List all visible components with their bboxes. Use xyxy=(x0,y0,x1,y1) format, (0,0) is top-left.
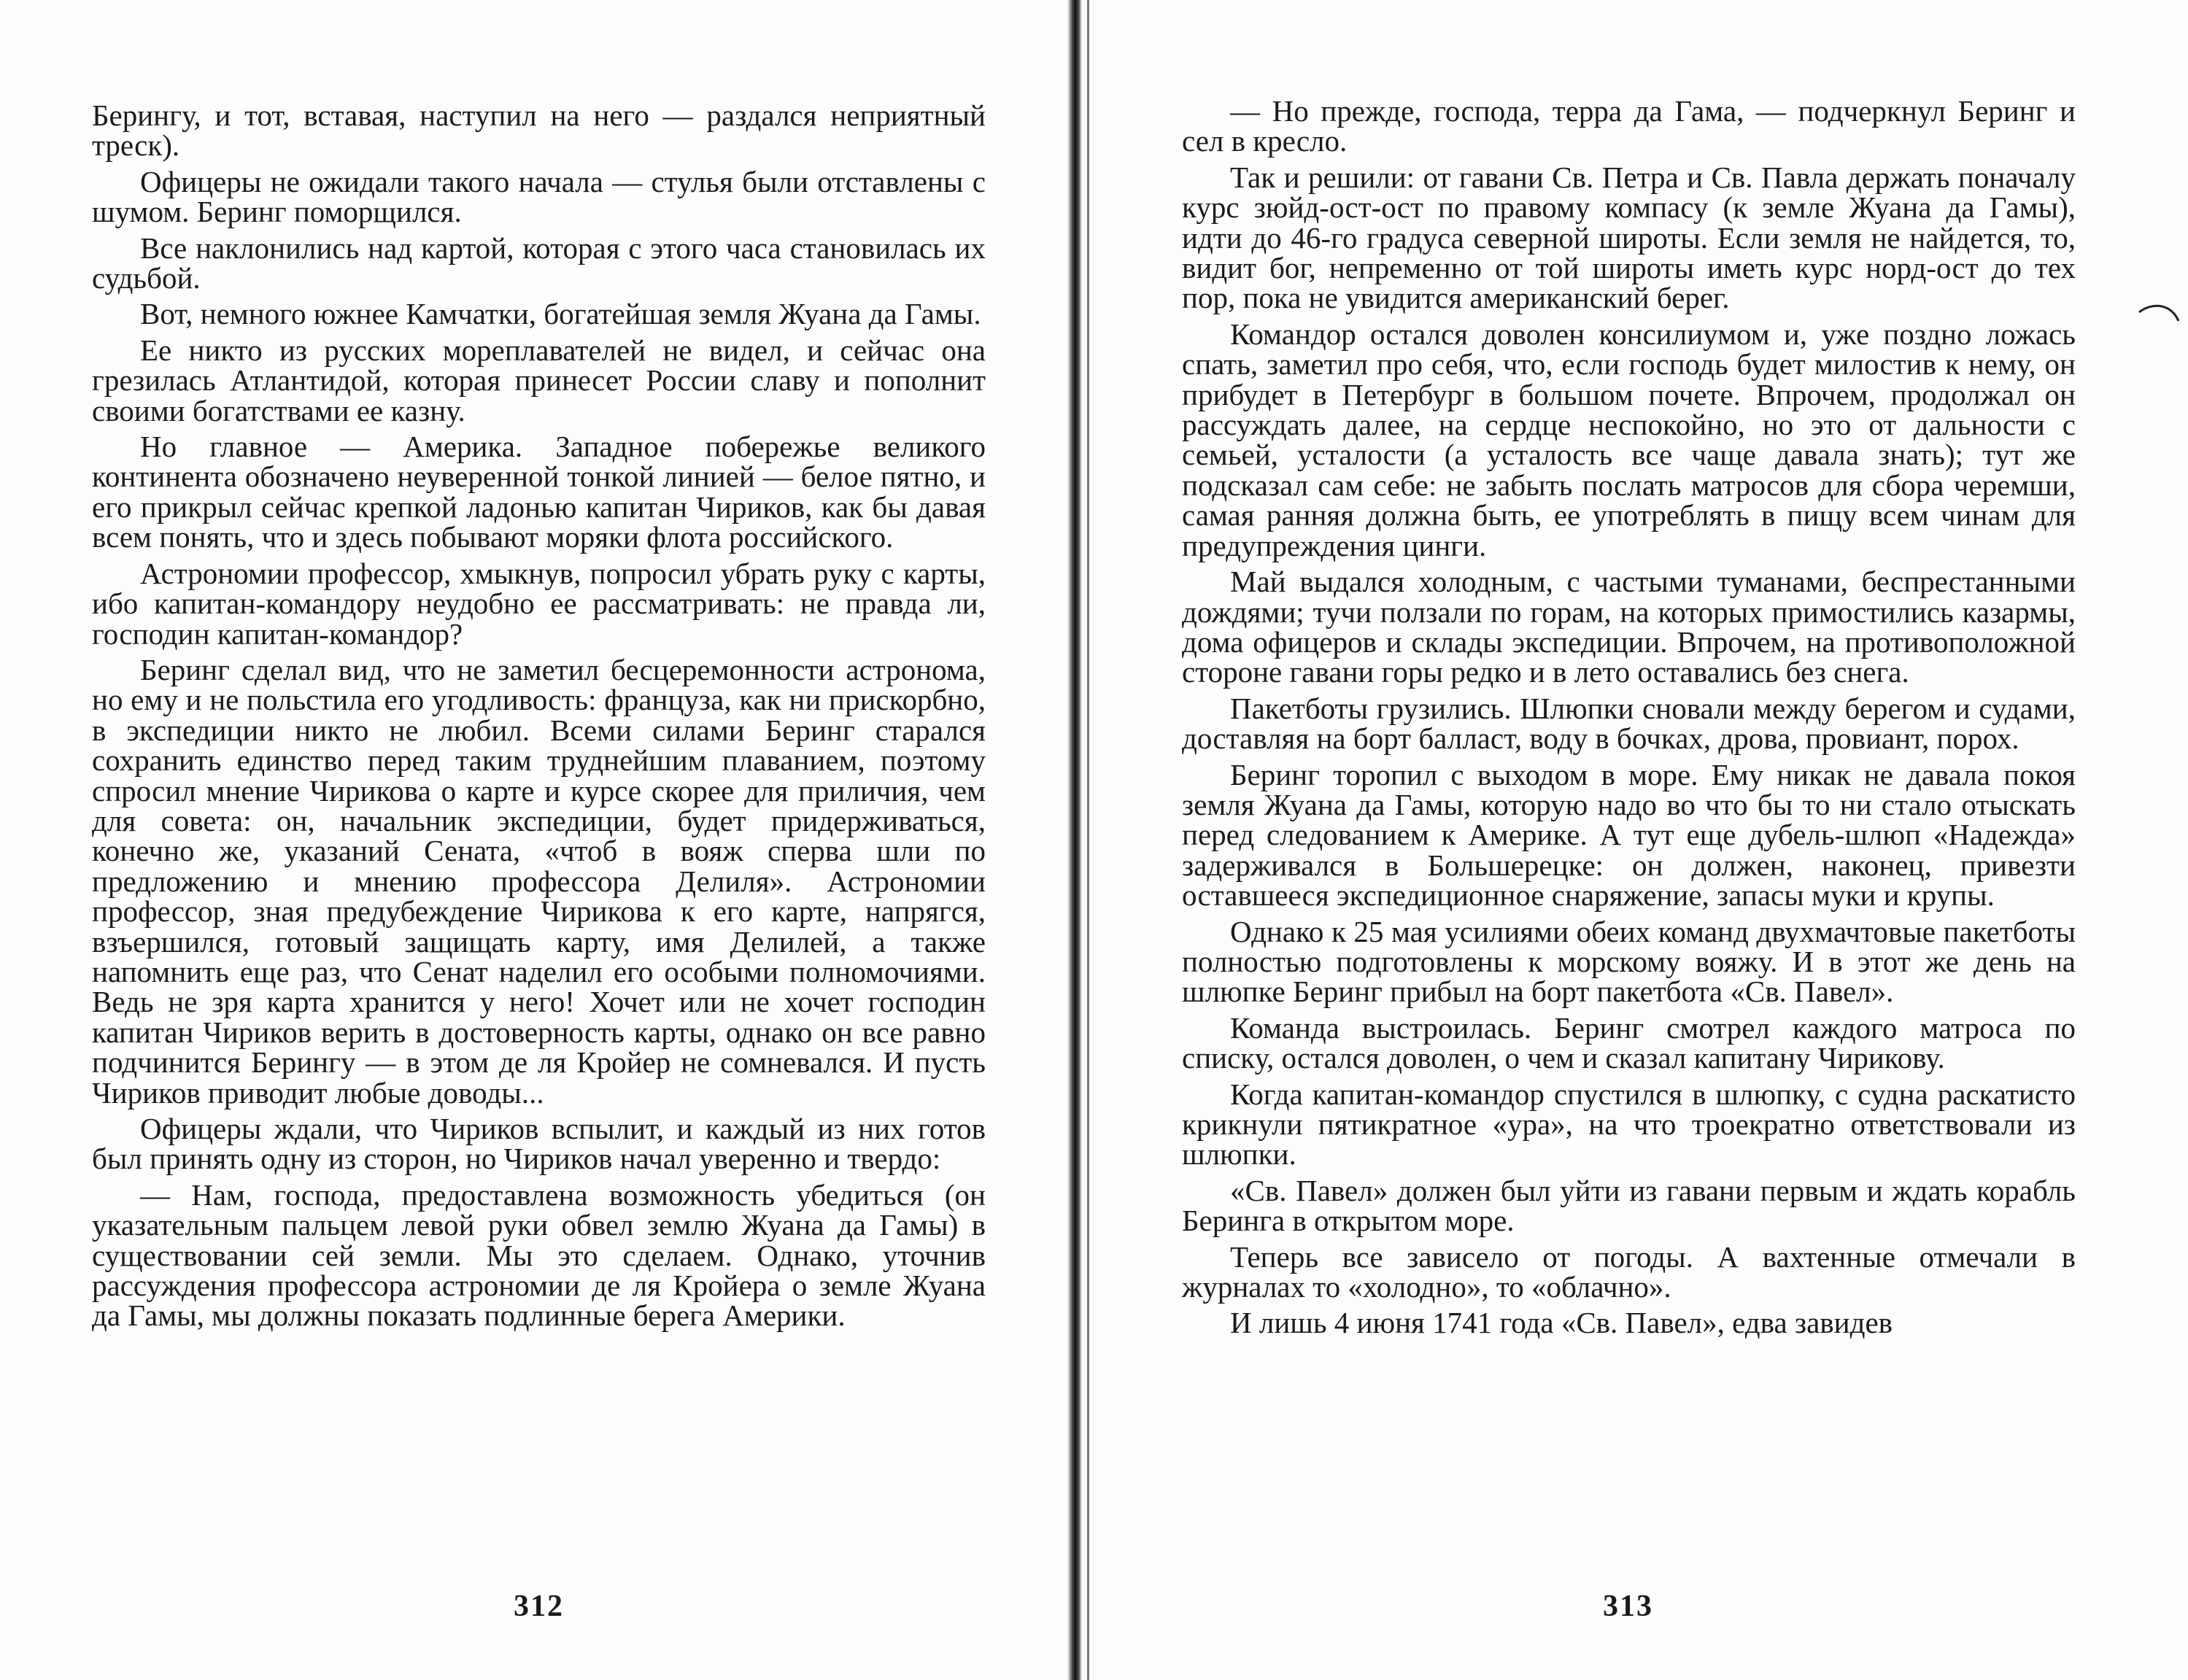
right-page-number: 313 xyxy=(1603,1590,1653,1623)
right-paragraph-10: «Св. Павел» должен был уйти из гавани первым и ждать корабль Беринга в открытом море. xyxy=(1182,1173,2076,1238)
left-paragraph-2: Офицеры не ожидали такого начала — стулья были отставлены с шумом. Беринг поморщился. xyxy=(92,164,986,229)
right-paragraph-2: Так и решили: от гавани Св. Петра и Св. Павла держать поначалу курс зюйд-ост-ост по правому компасу (к земле Жуана да Гамы), идти до 46-го градуса северной широты. Если земля не найдется, то, видит бог, непременно от той широты иметь курс норд-ост до тех пор, пока не увидится американский берег. xyxy=(1182,160,2076,315)
right-paragraph-5: Пакетботы грузились. Шлюпки сновали между берегом и судами, доставляя на борт балласт, воду в бочках, дрова, провиант, порох. xyxy=(1182,691,2076,756)
book-gutter xyxy=(1067,0,1082,1680)
right-paragraph-1: — Но прежде, господа, терра да Гама, — подчеркнул Беринг и сел в кресло. xyxy=(1182,94,2076,158)
left-page xyxy=(92,98,986,1337)
left-paragraph-3: Все наклонились над картой, которая с этого часа становилась их судьбой. xyxy=(92,231,986,295)
left-paragraph-7: Астрономии профессор, хмыкнув, попросил убрать руку с карты, ибо капитан-командору неудобно ее рассматривать: не правда ли, господин капитан-командор? xyxy=(92,556,986,651)
right-paragraph-4: Май выдался холодным, с частыми туманами, беспрестанными дождями; тучи ползали по горам, на которых примостились казармы, дома офицеров и склады экспедиции. Впрочем, на противоположной стороне гавани горы редко и в лето оставались без снега. xyxy=(1182,565,2076,689)
left-paragraph-8: Беринг сделал вид, что не заметил бесцеремонности астронома, но ему и не польстила его угодливость: француза, как ни прискорбно, в экспедиции никто не любил. Всеми силами Беринг старался сохранить единство перед таким труднейшим плаванием, поэтому спросил мнение Чирикова о карте и курсе скорее для приличия, чем для совета: он, начальник экспедиции, будет придерживаться, конечно же, указаний Сената, «чтоб в вояж сперва шли по предложению и мнению профессора Делиля». Астрономии профессор, зная предубеждение Чирикова к его карте, напрягся, взъершился, готовый защищать карту, имя Делилей, а также напомнить еще раз, что Сенат наделил его особыми полномочиями. Ведь не зря карта хранится у него! Хочет или не хочет господин капитан Чириков верить в достоверность карты, однако он все равно подчинится Берингу — в этом де ля Кройер не сомневался. И пусть Чириков приводит любые доводы... xyxy=(92,652,986,1110)
gutter-edge xyxy=(1087,0,1089,1680)
right-paragraph-11: Теперь все зависело от погоды. А вахтенные отмечали в журналах то «холодно», то «облачно». xyxy=(1182,1239,2076,1304)
right-paragraph-8: Команда выстроилась. Беринг смотрел каждого матроса по списку, остался доволен, о чем и сказал капитану Чирикову. xyxy=(1182,1010,2076,1075)
left-paragraph-5: Ее никто из русских мореплавателей не видел, и сейчас она грезилась Атлантидой, которая принесет России славу и пополнит своими богатствами ее казну. xyxy=(92,333,986,427)
right-paragraph-9: Когда капитан-командор спустился в шлюпку, с судна раскатисто крикнули пятикратное «ура», на что троекратно ответствовали из шлюпки. xyxy=(1182,1077,2076,1172)
left-paragraph-10: — Нам, господа, предоставлена возможность убедиться (он указательным пальцем левой руки обвел землю Жуана да Гамы) в существовании сей земли. Мы это сделаем. Однако, уточнив рассуждения профессора астрономии де ля Кройера о земле Жуана да Гамы, мы должны показать подлинные берега Америки. xyxy=(92,1177,986,1333)
right-paragraph-7: Однако к 25 мая усилиями обеих команд двухмачтовые пакетботы полностью подготовлены к морскому вояжу. И в этот же день на шлюпке Беринг прибыл на борт пакетбота «Св. Павел». xyxy=(1182,914,2076,1009)
right-page xyxy=(1182,96,2076,1344)
page-corner-mark xyxy=(2138,299,2181,350)
left-paragraph-6: Но главное — Америка. Западное побережье великого континента обозначено неуверенной тонкой линией — белое пятно, и его прикрыл сейчас крепкой ладонью капитан Чириков, как бы давая всем понять, что и здесь побывают моряки флота российского. xyxy=(92,430,986,554)
left-page-number: 312 xyxy=(514,1590,564,1623)
left-paragraph-4: Вот, немного южнее Камчатки, богатейшая земля Жуана да Гамы. xyxy=(140,297,981,331)
left-paragraph-9: Офицеры ждали, что Чириков вспылит, и каждый из них готов был принять одну из сторон, но Чириков начал уверенно и твердо: xyxy=(92,1112,986,1176)
right-paragraph-6: Беринг торопил с выходом в море. Ему никак не давала покоя земля Жуана да Гамы, которую надо во что бы то ни стало отыскать перед следованием к Америке. А тут еще дубель-шлюп «Надежда» задерживался в Большерецке: он должен, наконец, привезти оставшееся экспедиционное снаряжение, запасы муки и крупы. xyxy=(1182,757,2076,913)
right-paragraph-12: И лишь 4 июня 1741 года «Св. Павел», едва завидев xyxy=(1230,1306,1893,1340)
left-paragraph-1: Берингу, и тот, вставая, наступил на него — раздался неприятный треск). xyxy=(92,98,986,163)
right-paragraph-3: Командор остался доволен консилиумом и, уже поздно ложась спать, заметил про себя, что, если господь будет милостив к нему, он прибудет в Петербург в большом почете. Впрочем, продолжал он рассуждать далее, на сердце неспокойно, но это от дальности с семьей, усталости (а усталость все чаще давала знать); тут же подсказал сам себе: не забыть послать матросов для сбора черемши, самая ранняя должна быть, ее употреблять в пищу всем чинам для предупреждения цинги. xyxy=(1182,317,2076,562)
